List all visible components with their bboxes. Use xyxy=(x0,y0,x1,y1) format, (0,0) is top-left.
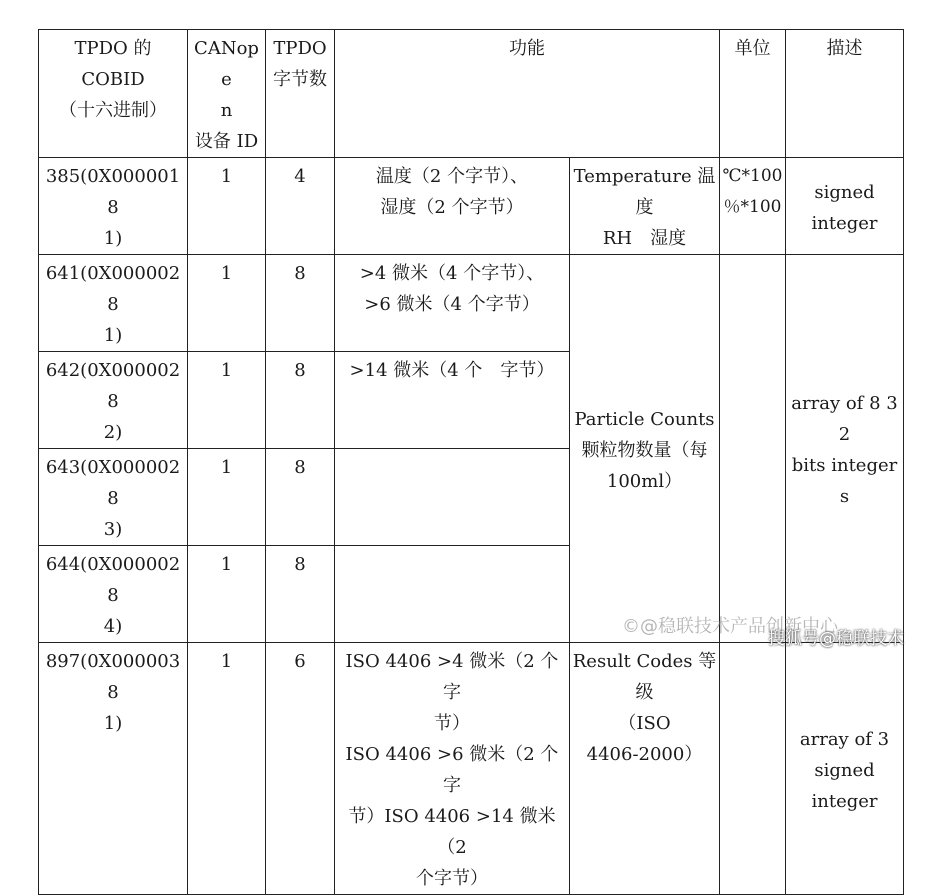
bytes-cell: 8 xyxy=(266,449,335,546)
desc-cell: signed integer xyxy=(786,158,904,255)
function-bytes-cell: 温度（2 个字节）、 湿度（2 个字节） xyxy=(335,158,570,255)
cobid-cell: 643(0X0000028 3) xyxy=(39,449,188,546)
desc-cell: array of 3 signed integer xyxy=(786,643,904,895)
header-desc: 描述 xyxy=(786,30,904,158)
function-bytes-cell: >4 微米（4 个字节）、 >6 微米（4 个字节） xyxy=(335,255,570,352)
table-row xyxy=(39,158,904,255)
bytes-cell: 8 xyxy=(266,255,335,352)
header-unit: 单位 xyxy=(720,30,786,158)
table-header-row xyxy=(39,30,904,158)
watermark-secondary: 搜狐号@稳联技术 xyxy=(768,629,904,649)
node-id-cell: 1 xyxy=(188,546,266,643)
bytes-cell: 6 xyxy=(266,643,335,895)
function-bytes-cell: >14 微米（4 个 字节） xyxy=(335,352,570,449)
bytes-cell: 8 xyxy=(266,546,335,643)
particle-desc-cell: array of 8 32 bits integers xyxy=(786,255,904,643)
cobid-cell: 897(0X0000038 1) xyxy=(39,643,188,895)
table-row xyxy=(39,643,904,895)
header-node-id: CANope n 设备 ID xyxy=(188,30,266,158)
cobid-cell: 385(0X0000018 1) xyxy=(39,158,188,255)
header-bytes: TPDO 字节数 xyxy=(266,30,335,158)
node-id-cell: 1 xyxy=(188,449,266,546)
node-id-cell: 1 xyxy=(188,255,266,352)
cobid-cell: 644(0X0000028 4) xyxy=(39,546,188,643)
function-bytes-cell: ISO 4406 >4 微米（2 个字 节） ISO 4406 >6 微米（2 个字 节）ISO 4406 >14 微米（2 个字节） xyxy=(335,643,570,895)
unit-cell-empty xyxy=(720,255,786,643)
node-id-cell: 1 xyxy=(188,158,266,255)
header-cobid: TPDO 的 COBID （十六进制） xyxy=(39,30,188,158)
particle-counts-cell: Particle Counts 颗粒物数量（每 100ml） xyxy=(570,255,720,643)
node-id-cell: 1 xyxy=(188,352,266,449)
bytes-cell: 4 xyxy=(266,158,335,255)
unit-cell: ℃*100 ％*100 xyxy=(720,158,786,255)
table-row xyxy=(39,255,904,352)
tpdo-table xyxy=(38,29,904,895)
unit-cell-empty xyxy=(720,643,786,895)
bytes-cell: 8 xyxy=(266,352,335,449)
function-bytes-cell-empty xyxy=(335,546,570,643)
function-name-cell: Result Codes 等 级 （ISO 4406-2000） xyxy=(570,643,720,895)
function-name-cell: Temperature 温 度 RH 湿度 xyxy=(570,158,720,255)
cobid-cell: 642(0X0000028 2) xyxy=(39,352,188,449)
node-id-cell: 1 xyxy=(188,643,266,895)
cobid-cell: 641(0X0000028 1) xyxy=(39,255,188,352)
header-function: 功能 xyxy=(335,30,720,158)
watermark-primary: ©@稳联技术产品创新中心 xyxy=(622,616,838,637)
function-bytes-cell-empty xyxy=(335,449,570,546)
